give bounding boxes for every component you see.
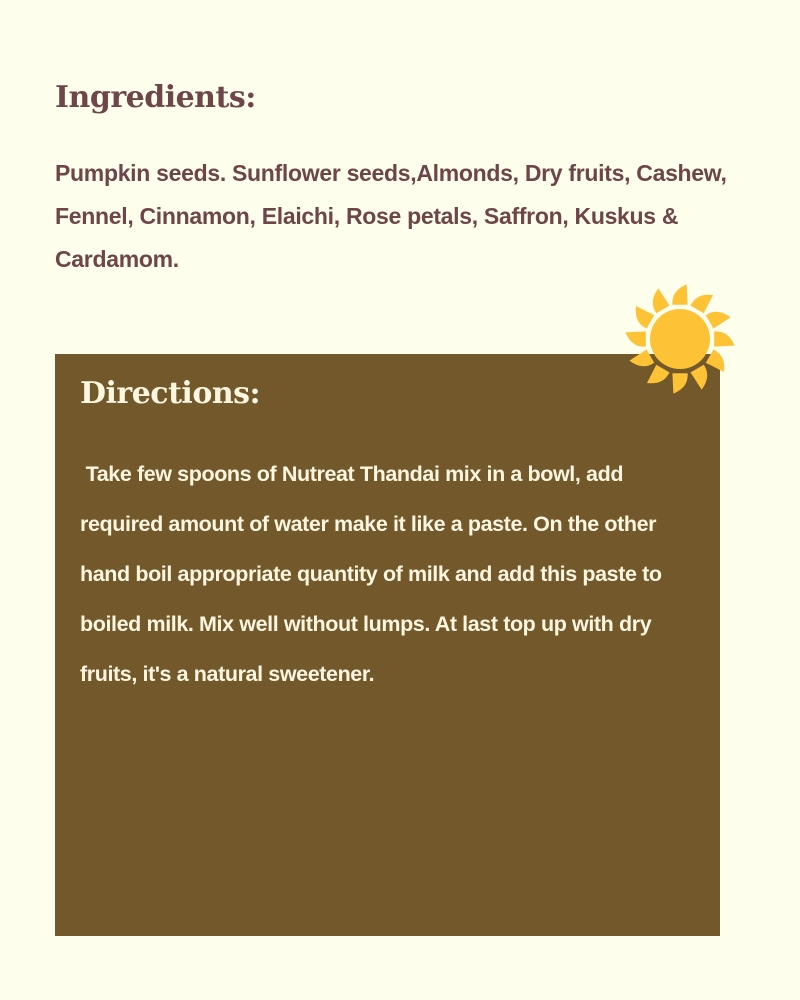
sun-ray bbox=[629, 350, 654, 367]
directions-text: Take few spoons of Nutreat Thandai mix in a bowl, add required amount of water make it like a paste. On the other hand boil appropriate quantity of milk and add this paste to boiled milk. Mix well without lumps. At last top up with dry fruits, it's a natural sweetener. bbox=[80, 462, 668, 686]
sun-ray bbox=[647, 365, 670, 383]
ingredients-heading: Ingredients: bbox=[55, 80, 256, 115]
sun-ray bbox=[625, 331, 645, 346]
sun-ray bbox=[706, 350, 724, 373]
sun-icon bbox=[620, 282, 740, 402]
ingredients-list: Pumpkin seeds. Sunflower seeds,Almonds, Dry fruits, Cashew, Fennel, Cinnamon, Elaichi, Rose petals, Saffron, Kuskus & Cardamom. bbox=[55, 160, 727, 272]
sun-ray bbox=[653, 288, 670, 313]
directions-panel bbox=[55, 354, 720, 936]
sun-ray bbox=[672, 284, 687, 304]
sun-ray bbox=[706, 312, 731, 329]
sun-ray bbox=[691, 295, 714, 313]
directions-heading: Directions: bbox=[80, 376, 261, 411]
sun-ray bbox=[714, 331, 734, 346]
sun-ray bbox=[636, 306, 654, 329]
sun-ray bbox=[691, 365, 708, 390]
sun-ray bbox=[672, 373, 687, 393]
